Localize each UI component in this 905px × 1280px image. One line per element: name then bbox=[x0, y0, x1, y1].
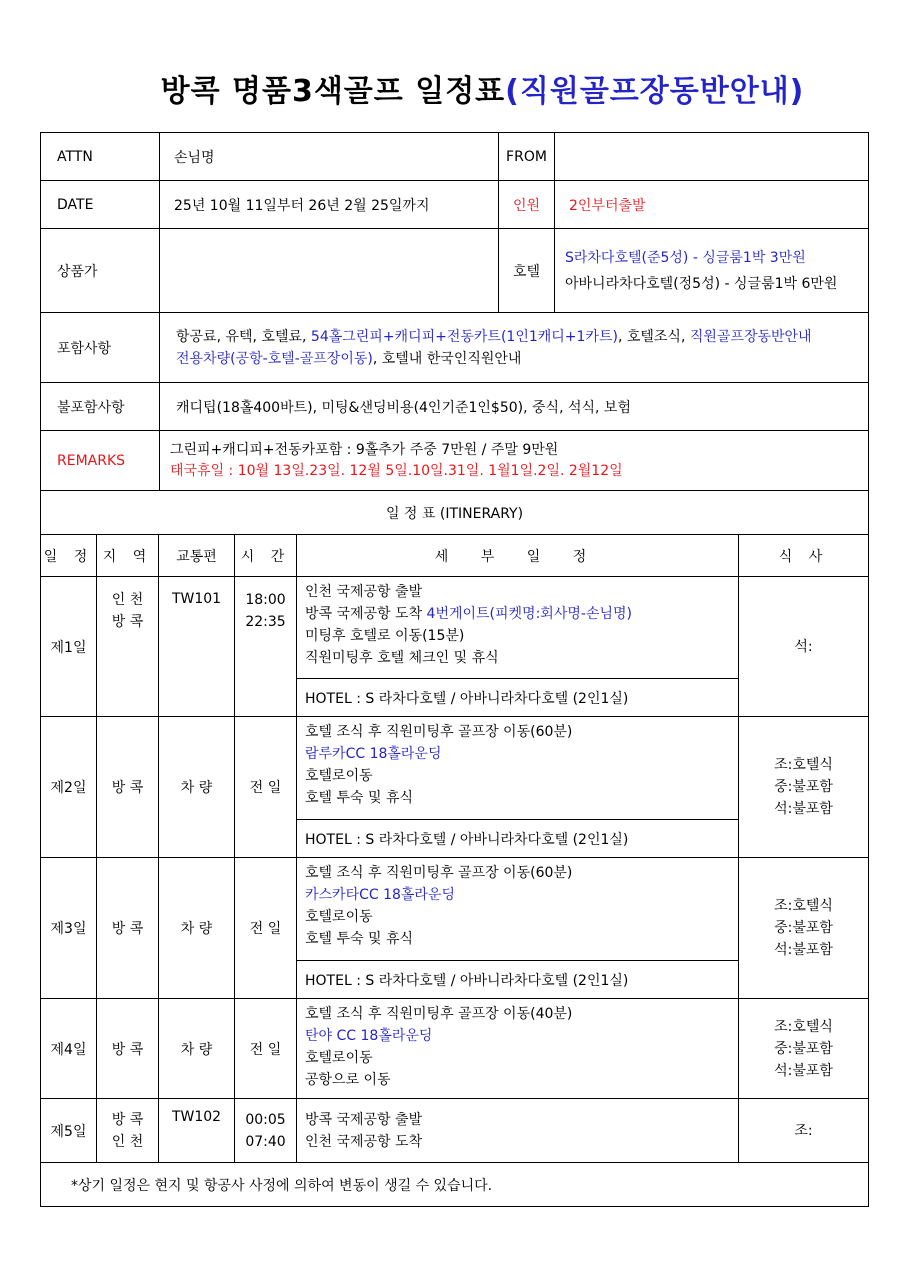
header-time: 시 간 bbox=[235, 535, 297, 577]
day-hotel: HOTEL : S 라차다호텔 / 아바니라차다호텔 (2인1실) bbox=[297, 679, 739, 717]
meal-lunch: 중:불포함 bbox=[774, 920, 833, 936]
from-label: FROM bbox=[499, 133, 555, 181]
incl-part-f: , 호텔내 한국인직원안내 bbox=[372, 350, 522, 367]
day-meal: 조: bbox=[739, 1099, 869, 1163]
day-hotel: HOTEL : S 라차다호텔 / 아바니라차다호텔 (2인1실) bbox=[297, 961, 739, 999]
excl-label: 불포함사항 bbox=[41, 383, 160, 431]
detail-line: 호텔로이동 bbox=[305, 909, 373, 925]
header-transport: 교통편 bbox=[159, 535, 235, 577]
remarks-value bbox=[160, 431, 869, 491]
pax-value: 2인부터출발 bbox=[555, 181, 869, 229]
meal-lunch: 중:불포함 bbox=[774, 1040, 833, 1057]
remarks-label: REMARKS bbox=[41, 431, 160, 491]
attn-label: ATTN bbox=[41, 133, 160, 181]
detail-line: 직원미팅후 호텔 체크인 및 휴식 bbox=[305, 650, 499, 666]
table-row bbox=[41, 717, 869, 820]
price-value bbox=[160, 229, 499, 313]
title-main: 방콕 명품3색골프 일정표 bbox=[160, 74, 506, 109]
day-label: 제5일 bbox=[41, 1099, 97, 1163]
day-transport: 차 량 bbox=[159, 717, 235, 858]
incl-part-b: 54홀그린피+캐디피+전동카트(1인1캐디+1카트) bbox=[310, 328, 618, 345]
hotel-line-2: 아바니라차다호텔(정5성) - 싱글룸1박 6만원 bbox=[565, 275, 838, 292]
page-title bbox=[0, 66, 905, 110]
incl-value bbox=[160, 313, 869, 383]
pax-label: 인원 bbox=[499, 181, 555, 229]
time-arrive: 22:35 bbox=[245, 614, 286, 630]
day-time bbox=[235, 577, 297, 717]
day-region: 방 콕 bbox=[97, 717, 159, 858]
detail-line: 인천 국제공항 출발 bbox=[305, 584, 423, 600]
day-region: 방 콕 bbox=[97, 999, 159, 1099]
day-meal: 석: bbox=[739, 577, 869, 717]
incl-part-e: 전용차량(공항-호텔-골프장이동) bbox=[176, 350, 373, 367]
day-label: 제2일 bbox=[41, 717, 97, 858]
hotel-line-1: S라차다호텔(준5성) - 싱글룸1박 3만원 bbox=[565, 249, 806, 266]
itinerary-note: *상기 일정은 현지 및 항공사 사정에 의하여 변동이 생길 수 있습니다. bbox=[41, 1163, 869, 1207]
info-table bbox=[40, 132, 869, 491]
hotel-label: 호텔 bbox=[499, 229, 555, 313]
detail-gate: 4번게이트(피켓명:회사명-손님명) bbox=[426, 606, 632, 622]
meal-breakfast: 조:호텔식 bbox=[774, 757, 833, 773]
day-transport: TW102 bbox=[159, 1099, 235, 1163]
day-region: 방 콕 bbox=[97, 858, 159, 999]
day-detail bbox=[297, 1099, 739, 1163]
day-time: 전 일 bbox=[235, 717, 297, 858]
header-detail: 세 부 일 정 bbox=[297, 535, 739, 577]
detail-line: 방콕 국제공항 출발 bbox=[305, 1111, 423, 1128]
from-value bbox=[555, 133, 869, 181]
day-label: 제1일 bbox=[41, 577, 97, 717]
day-transport: 차 량 bbox=[159, 858, 235, 999]
meal-dinner: 석:불포함 bbox=[774, 801, 833, 817]
remarks-line-2: 태국휴일 : 10월 13일.23일. 12월 5일.10일.31일. 1월1일.2일. 2월12일 bbox=[170, 462, 623, 479]
title-sub: (직원골프장동반안내) bbox=[505, 74, 805, 109]
region-from: 방 콕 bbox=[111, 1111, 144, 1128]
detail-golf: 탄야 CC 18홀라운딩 bbox=[305, 1028, 433, 1044]
detail-line: 호텔로이동 bbox=[305, 768, 373, 784]
detail-line: 호텔 조식 후 직원미팅후 골프장 이동(40분) bbox=[305, 1006, 573, 1022]
detail-line: 호텔 조식 후 직원미팅후 골프장 이동(60분) bbox=[305, 724, 573, 740]
time-arrive: 07:40 bbox=[245, 1133, 286, 1150]
incl-part-c: , 호텔조식, bbox=[617, 328, 690, 345]
table-row bbox=[41, 858, 869, 961]
detail-line: 호텔 투숙 및 휴식 bbox=[305, 931, 414, 947]
header-region: 지 역 bbox=[97, 535, 159, 577]
remarks-line-1: 그린피+캐디피+전동카포함 : 9홀추가 주중 7만원 / 주말 9만원 bbox=[170, 441, 559, 458]
excl-value: 캐디팁(18홀400바트), 미팅&샌딩비용(4인기준1인$50), 중식, 석식, 보험 bbox=[160, 383, 869, 431]
day-detail bbox=[297, 999, 739, 1099]
day-label: 제3일 bbox=[41, 858, 97, 999]
day-region bbox=[97, 1099, 159, 1163]
time-depart: 00:05 bbox=[245, 1111, 286, 1128]
region-to: 인 천 bbox=[111, 1133, 144, 1150]
day-meal bbox=[739, 999, 869, 1099]
day-region bbox=[97, 577, 159, 717]
region-to: 방 콕 bbox=[111, 614, 144, 630]
day-detail bbox=[297, 577, 739, 679]
detail-golf: 카스카타CC 18홀라운딩 bbox=[305, 887, 456, 903]
detail-line: 호텔 조식 후 직원미팅후 골프장 이동(60분) bbox=[305, 865, 573, 881]
table-row bbox=[41, 577, 869, 679]
day-meal bbox=[739, 717, 869, 858]
meal-lunch: 중:불포함 bbox=[774, 779, 833, 795]
detail-line: 방콕 국제공항 도착 bbox=[305, 606, 427, 622]
day-label: 제4일 bbox=[41, 999, 97, 1099]
table-row bbox=[41, 1099, 869, 1163]
date-label: DATE bbox=[41, 181, 160, 229]
detail-golf: 람루카CC 18홀라운딩 bbox=[305, 746, 442, 762]
meal-breakfast: 조:호텔식 bbox=[774, 898, 833, 914]
day-transport: 차 량 bbox=[159, 999, 235, 1099]
detail-line: 공항으로 이동 bbox=[305, 1072, 391, 1088]
detail-line: 호텔로이동 bbox=[305, 1050, 373, 1066]
day-time bbox=[235, 1099, 297, 1163]
day-transport: TW101 bbox=[159, 577, 235, 717]
header-day: 일 정 bbox=[41, 535, 97, 577]
day-detail bbox=[297, 858, 739, 961]
attn-value: 손님명 bbox=[160, 133, 499, 181]
day-time: 전 일 bbox=[235, 999, 297, 1099]
header-meal: 식 사 bbox=[739, 535, 869, 577]
price-label: 상품가 bbox=[41, 229, 160, 313]
itinerary-title: 일 정 표 (ITINERARY) bbox=[41, 491, 869, 535]
day-time: 전 일 bbox=[235, 858, 297, 999]
incl-part-a: 항공료, 유텍, 호텔료, bbox=[176, 328, 311, 345]
time-depart: 18:00 bbox=[245, 592, 286, 608]
day-detail bbox=[297, 717, 739, 820]
table-row bbox=[41, 999, 869, 1099]
incl-label: 포함사항 bbox=[41, 313, 160, 383]
meal-breakfast: 조:호텔식 bbox=[774, 1018, 833, 1035]
date-value: 25년 10월 11일부터 26년 2월 25일까지 bbox=[160, 181, 499, 229]
detail-line: 인천 국제공항 도착 bbox=[305, 1133, 423, 1150]
day-hotel: HOTEL : S 라차다호텔 / 아바니라차다호텔 (2인1실) bbox=[297, 820, 739, 858]
detail-line: 미팅후 호텔로 이동(15분) bbox=[305, 628, 465, 644]
incl-part-d: 직원골프장동반안내 bbox=[689, 328, 812, 345]
meal-dinner: 석:불포함 bbox=[774, 1062, 833, 1079]
day-meal bbox=[739, 858, 869, 999]
hotel-value bbox=[555, 229, 869, 313]
itinerary-table bbox=[40, 490, 869, 1207]
meal-dinner: 석:불포함 bbox=[774, 942, 833, 958]
detail-line: 호텔 투숙 및 휴식 bbox=[305, 790, 414, 806]
region-from: 인 천 bbox=[111, 592, 144, 608]
